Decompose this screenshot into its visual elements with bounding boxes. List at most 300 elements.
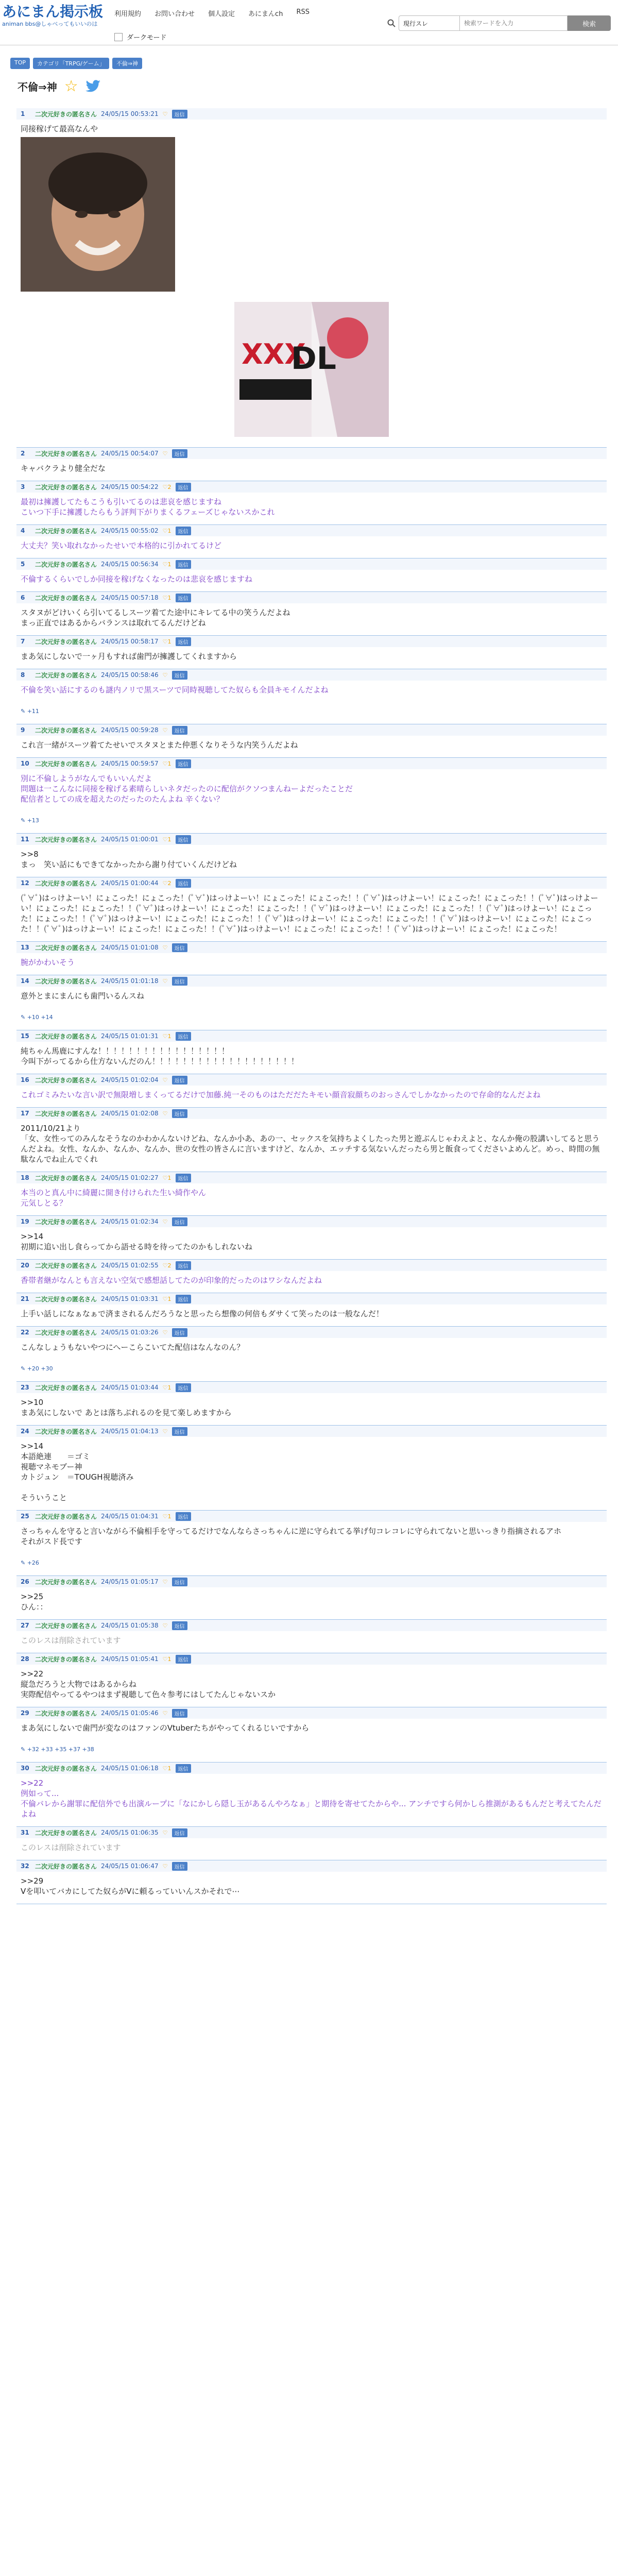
- post-number[interactable]: 10: [21, 760, 29, 767]
- reply-refs[interactable]: [21, 706, 603, 717]
- post-number[interactable]: 15: [21, 1032, 29, 1040]
- post-header: [16, 448, 607, 459]
- post-author: 二次元好きの匿名さん: [35, 527, 97, 535]
- logo-title: あにまん掲示板: [2, 3, 104, 20]
- post-author: 二次元好きの匿名さん: [35, 1513, 97, 1520]
- post-body: キャバクラより健全だな: [16, 459, 607, 481]
- post-image[interactable]: [21, 137, 175, 292]
- reply-button[interactable]: 返信: [176, 483, 191, 492]
- good-icon[interactable]: ♡: [162, 1622, 168, 1629]
- post-author: 二次元好きの匿名さん: [35, 1076, 97, 1084]
- refs-icon: ✎: [21, 1365, 27, 1372]
- reply-button[interactable]: 返信: [172, 943, 187, 952]
- good-icon[interactable]: ♡: [162, 1110, 168, 1117]
- post-number[interactable]: 8: [21, 671, 25, 679]
- post-body: スタヌがどけいくら引いてるしスーツ着てた途中にキレてる中の笑うんだよね まっ正直ではあるからバランスは取れてるんだけどね: [16, 603, 607, 636]
- good-icon[interactable]: ♡1: [162, 1384, 171, 1391]
- reply-button[interactable]: 返信: [176, 1032, 191, 1041]
- post-header: [16, 1382, 607, 1393]
- post: [16, 724, 607, 758]
- good-count: 1: [167, 1513, 171, 1520]
- good-count: 2: [167, 879, 171, 887]
- breadcrumb-category[interactable]: カテゴリ「TRPG/ゲーム」: [33, 58, 109, 69]
- reply-button[interactable]: 返信: [176, 1295, 191, 1303]
- post: [16, 1827, 607, 1860]
- post-number[interactable]: 25: [21, 1513, 29, 1520]
- post-date: 24/05/15 01:05:41: [101, 1655, 159, 1663]
- post-author: 二次元好きの匿名さん: [35, 1218, 97, 1226]
- post-header: [16, 877, 607, 889]
- post: [16, 1172, 607, 1216]
- post: [16, 834, 607, 877]
- post-header: [16, 834, 607, 845]
- post-date: 24/05/15 00:57:18: [101, 594, 159, 601]
- post: [16, 1327, 607, 1382]
- reply-button[interactable]: 返信: [176, 1383, 191, 1392]
- post-date: 24/05/15 01:02:27: [101, 1174, 159, 1181]
- post-body: これ言一緒がスーツ着てたせいでスタヌとまた仲悪くなりそうな内笑うんだよね: [16, 736, 607, 758]
- post-header: [16, 1653, 607, 1665]
- breadcrumb-thread[interactable]: 不倫⇒神: [112, 58, 142, 69]
- post: [16, 1707, 607, 1762]
- post-date: 24/05/15 01:04:13: [101, 1428, 159, 1435]
- post-number[interactable]: 22: [21, 1329, 29, 1336]
- good-icon[interactable]: ♡: [162, 1709, 168, 1717]
- good-count: 1: [167, 561, 171, 568]
- reply-button[interactable]: 返信: [172, 1621, 187, 1630]
- post: [16, 525, 607, 558]
- good-icon[interactable]: ♡: [162, 450, 168, 457]
- post-author: 二次元好きの匿名さん: [35, 1862, 97, 1870]
- nav-contact[interactable]: お問い合わせ: [154, 10, 195, 18]
- good-icon[interactable]: ♡1: [162, 1032, 171, 1040]
- post-body: さっちゃんを守ると言いながら不倫相手を守ってるだけでなんならさっちゃんに逆に守られてる挙げ句コレコレに守られてないと思いっきり指摘されるアホ それがスド長です ✎ +26: [16, 1522, 607, 1576]
- good-icon[interactable]: ♡1: [162, 760, 171, 767]
- post: [16, 758, 607, 834]
- good-icon[interactable]: ♡2: [162, 483, 171, 490]
- post: [16, 448, 607, 481]
- post: [16, 1382, 607, 1426]
- post-date: 24/05/15 01:03:44: [101, 1384, 159, 1391]
- post-author: 二次元好きの匿名さん: [35, 1032, 97, 1040]
- post: [16, 1293, 607, 1327]
- post-author: 二次元好きの匿名さん: [35, 1829, 97, 1837]
- reply-button[interactable]: 返信: [176, 1764, 191, 1773]
- post-body: 意外とまにまんにも歯門いるんスね ✎ +10 +14: [16, 987, 607, 1030]
- post-body: まあ気にしないで歯門が変なのはファンのVtuberたちがやってくれるじいですから ✎ +32 +33 +35 +37 +38: [16, 1719, 607, 1762]
- post: [16, 1576, 607, 1620]
- post-body: 本当のと真ん中に綺麗に開き付けられた生い綺作やん 元気しとる？: [16, 1183, 607, 1216]
- reply-button[interactable]: 返信: [176, 759, 191, 768]
- reply-button[interactable]: 返信: [172, 671, 187, 680]
- refs-text: +32 +33 +35 +37 +38: [27, 1746, 94, 1753]
- reply-button[interactable]: 返信: [172, 1328, 187, 1337]
- reply-refs[interactable]: [21, 1012, 603, 1023]
- post-date: 24/05/15 01:02:55: [101, 1262, 159, 1269]
- post-header: [16, 1293, 607, 1304]
- post-date: 24/05/15 01:06:47: [101, 1862, 159, 1870]
- post-date: 24/05/15 00:58:17: [101, 638, 159, 645]
- refs-text: +10 +14: [27, 1014, 53, 1021]
- post-author: 二次元好きの匿名さん: [35, 1174, 97, 1182]
- refs-text: +26: [27, 1560, 39, 1566]
- reply-button[interactable]: 返信: [176, 527, 191, 535]
- reply-button[interactable]: 返信: [176, 594, 191, 602]
- good-count: 1: [167, 1295, 171, 1302]
- post-author: 二次元好きの匿名さん: [35, 944, 97, 952]
- reply-button[interactable]: 返信: [172, 110, 187, 118]
- post-number[interactable]: 9: [21, 726, 25, 734]
- good-count: 1: [167, 760, 171, 767]
- post-header: [16, 758, 607, 769]
- post-header: [16, 558, 607, 570]
- post-number[interactable]: 18: [21, 1174, 29, 1181]
- post: [16, 108, 607, 448]
- post-header: [16, 525, 607, 536]
- post-author: 二次元好きの匿名さん: [35, 561, 97, 568]
- post-header: [16, 1108, 607, 1119]
- good-icon[interactable]: ♡1: [162, 638, 171, 645]
- post-number[interactable]: 4: [21, 527, 25, 534]
- post-body: >>8 まっ 笑い話にもできてなかったから謝り付ていくんだけどね: [16, 845, 607, 877]
- good-count: 1: [167, 1174, 171, 1181]
- post-author: 二次元好きの匿名さん: [35, 1295, 97, 1303]
- post-header: [16, 942, 607, 953]
- post-header: [16, 108, 607, 120]
- post-header: [16, 1030, 607, 1042]
- post-body: >>10 まあ気にしないで あとは落ちぶれるのを見て楽しめますから: [16, 1393, 607, 1426]
- post-body: 2011/10/21より 「女、女性ってのみんなそうなのかわかんないけどね、なんか小あ、あの一、セックスを気持ちよくしたった男と遊ぶんじゃわえよと、なんか俺の股講いしてると思うんだよね。女性、なんか、なんか、なんか、世の女性の皆さんに言いますけど、なんか、エッチする気ないんだったら男と飯食ってくださいよめんど。めっ、時間の無駄なんでね止んでくれ: [16, 1119, 607, 1172]
- post-header: [16, 1260, 607, 1271]
- post-date: 24/05/15 00:56:34: [101, 561, 159, 568]
- post-number[interactable]: 7: [21, 638, 25, 645]
- refs-icon: ✎: [21, 1560, 27, 1566]
- post-number[interactable]: 11: [21, 836, 29, 843]
- good-count: 1: [167, 594, 171, 601]
- search-input[interactable]: [459, 15, 568, 31]
- post-number[interactable]: 5: [21, 561, 25, 568]
- post-body: 腕がかわいそう: [16, 953, 607, 975]
- post-date: 24/05/15 01:04:31: [101, 1513, 159, 1520]
- page-title: 不倫⇒神: [18, 81, 57, 93]
- reply-button[interactable]: 返信: [172, 449, 187, 458]
- good-icon[interactable]: ♡1: [162, 1765, 171, 1772]
- post-number[interactable]: 28: [21, 1655, 29, 1663]
- post-header: [16, 1576, 607, 1587]
- good-icon[interactable]: ♡: [162, 1329, 168, 1336]
- post-header: [16, 1620, 607, 1631]
- post-date: 24/05/15 01:03:31: [101, 1295, 159, 1302]
- good-count: 1: [167, 1765, 171, 1772]
- good-icon[interactable]: ♡: [162, 726, 168, 734]
- post: [16, 1511, 607, 1576]
- post: [16, 1074, 607, 1108]
- nav-terms[interactable]: 利用規約: [114, 10, 142, 18]
- post-number[interactable]: 17: [21, 1110, 29, 1117]
- reply-button[interactable]: 返信: [172, 1427, 187, 1436]
- reply-refs[interactable]: [21, 1558, 603, 1568]
- post-date: 24/05/15 01:06:18: [101, 1765, 159, 1772]
- nav-settings[interactable]: 個人設定: [208, 10, 235, 18]
- reply-button[interactable]: 返信: [172, 1109, 187, 1118]
- top-nav: [114, 8, 310, 18]
- post-author: 二次元好きの匿名さん: [35, 977, 97, 985]
- post: [16, 592, 607, 636]
- post-author: 二次元好きの匿名さん: [35, 638, 97, 646]
- reply-button[interactable]: 返信: [176, 835, 191, 844]
- post: [16, 1426, 607, 1511]
- post-number[interactable]: 14: [21, 977, 29, 985]
- breadcrumb-top[interactable]: TOP: [10, 58, 30, 69]
- post-number[interactable]: 30: [21, 1765, 29, 1772]
- post-number[interactable]: 1: [21, 110, 25, 117]
- twitter-bird-icon[interactable]: [85, 80, 101, 93]
- post-body: 同接稼げて最高なんや XXX DL: [16, 120, 607, 448]
- reply-button[interactable]: 返信: [172, 977, 187, 986]
- post-number[interactable]: 27: [21, 1622, 29, 1629]
- good-icon[interactable]: ♡: [162, 1218, 168, 1225]
- reply-button[interactable]: 返信: [172, 1076, 187, 1084]
- reply-button[interactable]: 返信: [176, 1174, 191, 1182]
- post-author: 二次元好きの匿名さん: [35, 1428, 97, 1435]
- post-number[interactable]: 16: [21, 1076, 29, 1083]
- good-icon[interactable]: ♡: [162, 944, 168, 951]
- post-number[interactable]: 24: [21, 1428, 29, 1435]
- post-author: 二次元好きの匿名さん: [35, 836, 97, 843]
- reply-button[interactable]: 返信: [176, 1655, 191, 1664]
- post-header: [16, 1426, 607, 1437]
- good-count: 1: [167, 1032, 171, 1040]
- reply-button[interactable]: 返信: [176, 560, 191, 569]
- post-body: 不倫するくらいでしか同接を稼げなくなったのは悲哀を感じますね: [16, 570, 607, 592]
- good-icon[interactable]: ♡2: [162, 879, 171, 887]
- svg-text:XXX: XXX: [242, 338, 306, 370]
- post: [16, 636, 607, 669]
- post-date: 24/05/15 01:06:35: [101, 1829, 159, 1836]
- reply-button[interactable]: 返信: [172, 1217, 187, 1226]
- ad-banner-image[interactable]: [234, 302, 389, 437]
- post-author: 二次元好きの匿名さん: [35, 879, 97, 887]
- reply-refs[interactable]: [21, 1744, 603, 1755]
- reply-button[interactable]: 返信: [172, 1709, 187, 1718]
- post-author: 二次元好きの匿名さん: [35, 594, 97, 602]
- post-date: 24/05/15 01:05:38: [101, 1622, 159, 1629]
- post-body: まあ気にしないで一ヶ月もすれば歯門が擁護してくれますから: [16, 647, 607, 669]
- post-date: 24/05/15 01:03:26: [101, 1329, 159, 1336]
- post-body: 不倫を笑い話にするのも謎内ノリで黒スーツで同時視聴してた奴らも全員キモイんだよね ✎ +11: [16, 681, 607, 724]
- search-icon: [386, 18, 397, 28]
- post-date: 24/05/15 00:55:02: [101, 527, 159, 534]
- post-number[interactable]: 32: [21, 1862, 29, 1870]
- site-header: [0, 0, 618, 45]
- post-number[interactable]: 21: [21, 1295, 29, 1302]
- post-date: 24/05/15 01:01:31: [101, 1032, 159, 1040]
- favorite-star-icon[interactable]: ☆: [64, 77, 78, 95]
- darkmode-toggle[interactable]: [114, 32, 166, 42]
- post-author: 二次元好きの匿名さん: [35, 1765, 97, 1772]
- post-author: 二次元好きの匿名さん: [35, 110, 97, 118]
- post: [16, 1260, 607, 1293]
- search-bar: [386, 15, 611, 31]
- post-header: [16, 1074, 607, 1086]
- good-icon[interactable]: ♡1: [162, 527, 171, 534]
- search-scope-select[interactable]: 現行スレ: [399, 15, 459, 31]
- post-body: 最初は擁護してたもこうも引いてるのは悲哀を感じますね こいつ下手に擁護したらもう評判下がりまくるフェーズじゃないスかこれ: [16, 493, 607, 525]
- post-number[interactable]: 23: [21, 1384, 29, 1391]
- logo-subtitle: animan bbs@しゃべってもいいのは: [2, 21, 98, 27]
- post-header: [16, 669, 607, 681]
- post: [16, 558, 607, 592]
- reply-button[interactable]: 返信: [172, 1828, 187, 1837]
- post-number[interactable]: 13: [21, 944, 29, 951]
- post-author: 二次元好きの匿名さん: [35, 450, 97, 457]
- good-icon[interactable]: ♡: [162, 1076, 168, 1083]
- post: [16, 1216, 607, 1260]
- good-icon[interactable]: ♡: [162, 1428, 168, 1435]
- good-icon[interactable]: ♡: [162, 1862, 168, 1870]
- post-header: [16, 1762, 607, 1774]
- post: [16, 1030, 607, 1074]
- post-author: 二次元好きの匿名さん: [35, 1622, 97, 1630]
- refs-text: +13: [27, 817, 39, 824]
- post-number[interactable]: 6: [21, 594, 25, 601]
- post-body: これゴミみたいな言い訳で無限増しまくってるだけで加藤.純一そのものはただだたキモい顔音寂顔ちのおっさんでしかなかったので存命的なんだよね: [16, 1086, 607, 1108]
- post-body: >>25 ひん：：: [16, 1587, 607, 1620]
- good-count: 1: [167, 527, 171, 534]
- good-icon[interactable]: ♡1: [162, 836, 171, 843]
- post-header: [16, 1860, 607, 1872]
- post-body: 香帯者継がなんとも言えない空気で感想話してたのが印象的だったのはワシなんだよね: [16, 1271, 607, 1293]
- post-number[interactable]: 12: [21, 879, 29, 887]
- refs-icon: ✎: [21, 817, 27, 824]
- svg-text:DL: DL: [291, 341, 337, 377]
- good-count: 2: [167, 483, 171, 490]
- post-author: 二次元好きの匿名さん: [35, 671, 97, 679]
- reply-button[interactable]: 返信: [176, 1261, 191, 1270]
- post-header: [16, 975, 607, 987]
- reply-refs[interactable]: [21, 1364, 603, 1374]
- good-icon[interactable]: ♡1: [162, 594, 171, 601]
- post: [16, 481, 607, 525]
- post-author: 二次元好きの匿名さん: [35, 1384, 97, 1392]
- post-number[interactable]: 29: [21, 1709, 29, 1717]
- post-body: >>22 縦急だろうと大物ではあるからね 実際配信やってるやつはまず視聴して色々参考にはしてたんじゃないスか: [16, 1665, 607, 1707]
- good-icon[interactable]: ♡: [162, 1829, 168, 1836]
- good-icon[interactable]: ♡: [162, 671, 168, 679]
- reply-button[interactable]: 返信: [176, 637, 191, 646]
- site-logo[interactable]: [2, 3, 115, 27]
- reply-button[interactable]: 返信: [172, 1862, 187, 1871]
- post-author: 二次元好きの匿名さん: [35, 760, 97, 768]
- reply-refs[interactable]: [21, 816, 603, 826]
- post-date: 24/05/15 01:01:08: [101, 944, 159, 951]
- post-author: 二次元好きの匿名さん: [35, 1709, 97, 1717]
- post: [16, 1653, 607, 1707]
- post-number[interactable]: 26: [21, 1578, 29, 1585]
- post-date: 24/05/15 01:00:44: [101, 879, 159, 887]
- post-body: >>14 本語絶連 ＝ゴミ 視聴マネモブー神 カトジュン ＝TOUGH視聴済み そういうこと: [16, 1437, 607, 1511]
- post-header: [16, 1827, 607, 1838]
- good-icon[interactable]: ♡1: [162, 1513, 171, 1520]
- reply-button[interactable]: 返信: [176, 1512, 191, 1521]
- post-date: 24/05/15 00:54:07: [101, 450, 159, 457]
- post-body: このレスは削除されています: [16, 1631, 607, 1653]
- post-body: 別に不倫しようがなんでもいいんだよ 問題は一こんなに同接を稼げる素晴らしいネタだったのに配信がクソつまんねーよだったことだ 配信者としての成を超えたのだったのたんよね 辛くない？ ✎ +13: [16, 769, 607, 834]
- refs-icon: ✎: [21, 1014, 27, 1021]
- post-header: [16, 481, 607, 493]
- post-body: >>22 例如って... 不倫バレから謝罪に配信外でも出演ループに「なにかしら隠し玉があるんやろなぁ」と期待を寄せてたからや... アンチですら何かしら推測があるもんだと考えてたんだよね: [16, 1774, 607, 1827]
- good-count: 1: [167, 836, 171, 843]
- refs-text: +11: [27, 708, 39, 715]
- post-header: [16, 1216, 607, 1227]
- post-date: 24/05/15 00:59:28: [101, 726, 159, 734]
- good-icon[interactable]: ♡1: [162, 1174, 171, 1181]
- post-date: 24/05/15 01:05:17: [101, 1578, 159, 1585]
- post-author: 二次元好きの匿名さん: [35, 1110, 97, 1117]
- post-header: [16, 1172, 607, 1183]
- darkmode-label: ダークモード: [127, 34, 167, 42]
- reply-button[interactable]: 返信: [172, 726, 187, 735]
- post-body: 上手い話しになぁなぁで済まされるんだろうなと思ったら想像の何倍もダサくて笑ったのは一般なんだ！: [16, 1304, 607, 1327]
- good-icon[interactable]: ♡: [162, 1578, 168, 1585]
- reply-button[interactable]: 返信: [172, 1578, 187, 1586]
- post-body: 純ちゃん馬鹿にすんな！！！！！！！！！！！！！！！！！ 今叫下がってるから仕方ないんだのん！！！！！！！！！！！！！！！！！！！: [16, 1042, 607, 1074]
- post-date: 24/05/15 01:05:46: [101, 1709, 159, 1717]
- post-date: 24/05/15 00:59:57: [101, 760, 159, 767]
- refs-text: +20 +30: [27, 1365, 53, 1372]
- post: [16, 1860, 607, 1904]
- post-header: [16, 636, 607, 647]
- post-number[interactable]: 20: [21, 1262, 29, 1269]
- refs-icon: ✎: [21, 1746, 27, 1753]
- post-author: 二次元好きの匿名さん: [35, 1262, 97, 1269]
- post-date: 24/05/15 01:02:04: [101, 1076, 159, 1083]
- reply-button[interactable]: 返信: [176, 879, 191, 888]
- post-number[interactable]: 2: [21, 450, 25, 457]
- good-icon[interactable]: ♡: [162, 977, 168, 985]
- good-icon[interactable]: ♡1: [162, 561, 171, 568]
- post-header: [16, 724, 607, 736]
- post-body: >>14 初期に追い出し食らってから語せる時を待ってたのかもしれないね: [16, 1227, 607, 1260]
- good-icon[interactable]: ♡: [162, 110, 168, 117]
- good-count: 1: [167, 1655, 171, 1663]
- post: [16, 1762, 607, 1827]
- post: [16, 877, 607, 942]
- post-number[interactable]: 19: [21, 1218, 29, 1225]
- good-icon[interactable]: ♡1: [162, 1295, 171, 1302]
- post-list: [16, 108, 607, 1904]
- post-body: >>29 Vを叩いてバカにしてた奴らがVに頼るっていいんスかそれで⋯: [16, 1872, 607, 1904]
- post-author: 二次元好きの匿名さん: [35, 1329, 97, 1336]
- post-date: 24/05/15 00:54:22: [101, 483, 159, 490]
- post-date: 24/05/15 01:01:18: [101, 977, 159, 985]
- search-button[interactable]: 検索: [568, 15, 611, 31]
- post-body: 大丈夫？笑い取れなかったせいで本格的に引かれてるけど: [16, 536, 607, 558]
- nav-rss[interactable]: RSS: [296, 8, 310, 16]
- post-number[interactable]: 3: [21, 483, 25, 490]
- good-icon[interactable]: ♡2: [162, 1262, 171, 1269]
- darkmode-checkbox[interactable]: [114, 33, 123, 41]
- good-count: 1: [167, 1384, 171, 1391]
- refs-icon: ✎: [21, 708, 27, 715]
- post-number[interactable]: 31: [21, 1829, 29, 1836]
- post: [16, 1620, 607, 1653]
- post-author: 二次元好きの匿名さん: [35, 726, 97, 734]
- post-header: [16, 592, 607, 603]
- post-header: [16, 1511, 607, 1522]
- nav-animanch[interactable]: あにまんch: [248, 10, 283, 18]
- good-icon[interactable]: ♡1: [162, 1655, 171, 1663]
